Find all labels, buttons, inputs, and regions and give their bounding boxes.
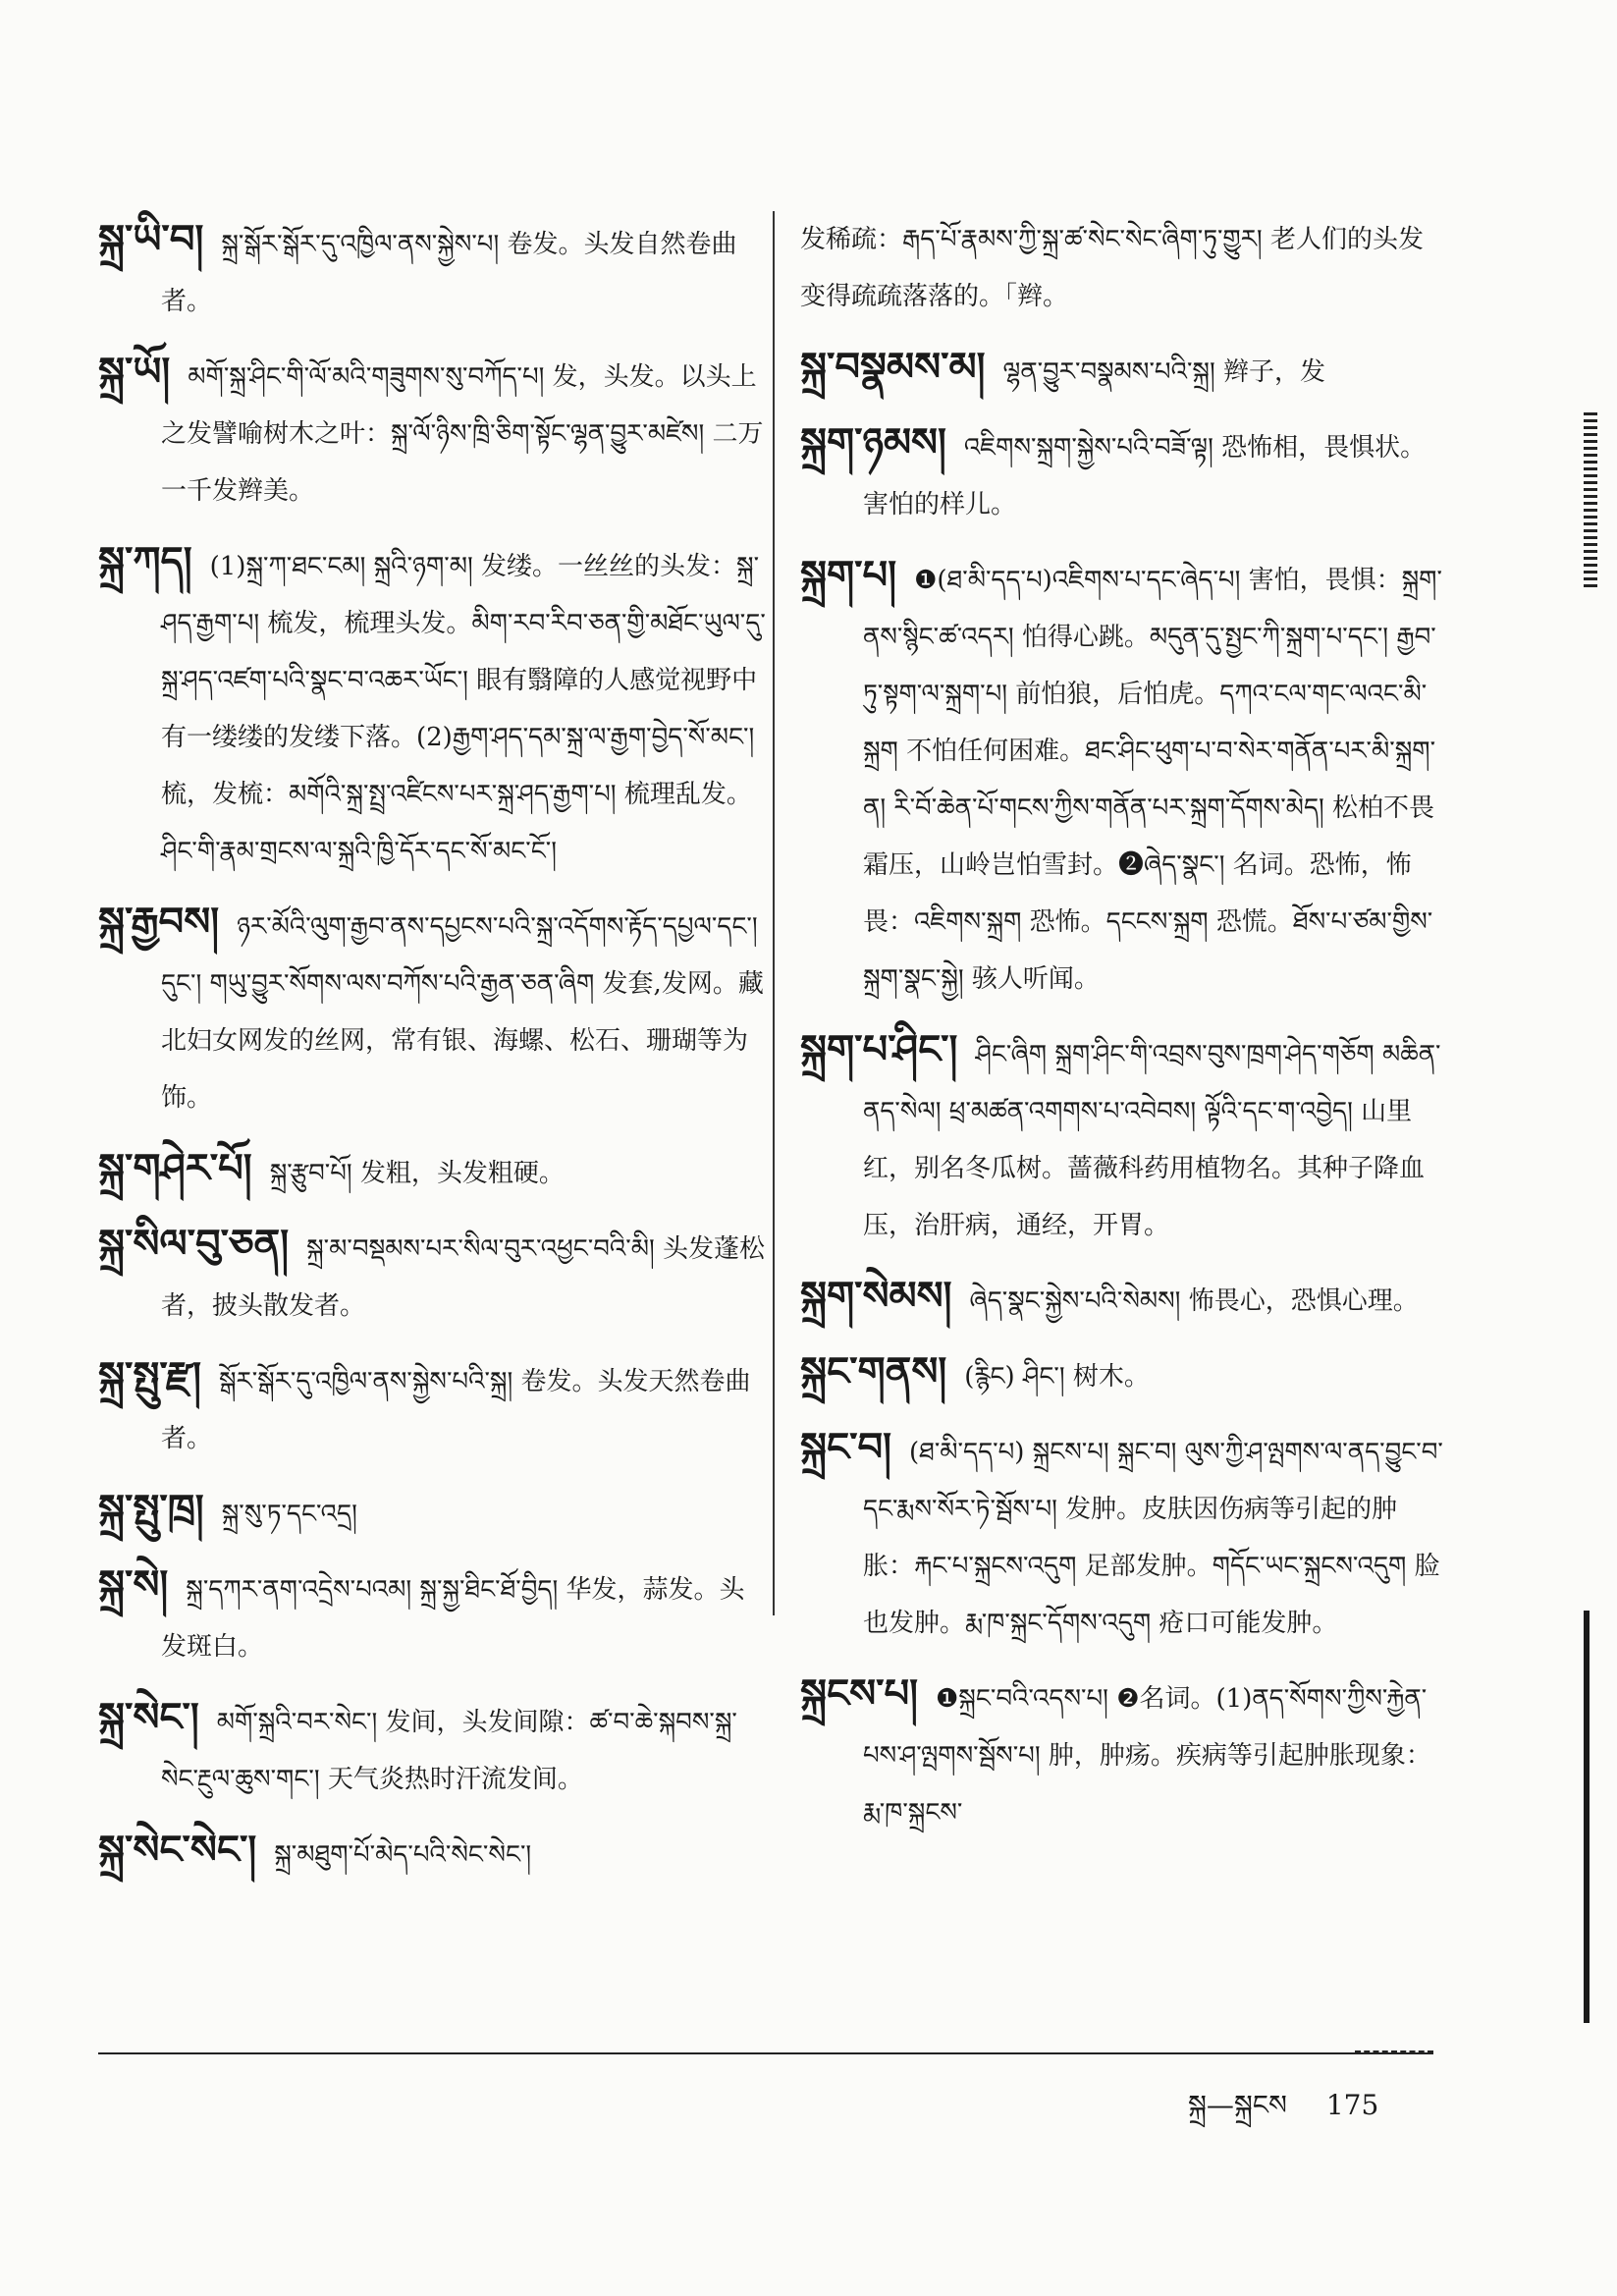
headword: སྐྲག་ཉམས། xyxy=(800,419,946,465)
definition: སྐྲ་རྩུབ་པོ། 发粗，头发粗硬。 xyxy=(269,1159,565,1188)
entry xyxy=(98,1557,766,1675)
definition: སྒོར་སྒོར་དུ་འཁྱིལ་ནས་སྐྱེས་པའི་སྐྲ། 卷发。头发天然卷曲者。 xyxy=(161,1367,751,1453)
entry xyxy=(98,1216,766,1335)
definition: ❶(ཐ་མི་དད་པ)འཇིགས་པ་དང་ཞེད་པ། 害怕，畏惧：སྐྲག་ནས་སྙིང་ཚ་འདར། 怕得心跳。མདུན་དུ་སྤྱང་ཀི་སྐྲག་པ་དང་། རྒྱབ་ཏུ་སྟག་ལ་སྐྲག་པ། 前怕狼，后怕虎。དཀའ་ངལ་གང་ལའང་མི་སྐྲག 不怕任何困难。ཐང་ཤིང་ཕུག་པ་བ་སེར་གནོན་པར་མི་སྐྲག་ན། རི་བོ་ཆེན་པོ་གངས་ཀྱིས་གནོན་པར་སྐྲག་དོགས་མེད། 松柏不畏霜压，山岭岂怕雪封。❷ཞེད་སྣང་། 名词。恐怖，怖畏：འཇིགས་སྐྲག 恐怖。དངངས་སྐྲག 恐慌。ཐོས་པ་ཙམ་གྱིས་སྐྲག་སྣང་སྐྱེ། 骇人听闻。 xyxy=(863,566,1442,994)
entry xyxy=(800,1268,1443,1330)
page-number: 175 xyxy=(1325,2089,1379,2121)
entry xyxy=(800,339,1443,401)
headword: སྐྲ་སེང་། xyxy=(98,1694,199,1740)
headword: སྐྲ་ཀད། xyxy=(98,538,192,584)
entry xyxy=(800,1343,1443,1405)
definition: (རྙིང) ཤིང་། 树木。 xyxy=(964,1362,1150,1392)
headword: སྐྲ་བསྣམས་མ། xyxy=(800,344,986,390)
entry xyxy=(98,1481,766,1543)
entry xyxy=(800,547,1443,1008)
definition: སྐྲ་དཀར་ནག་འདྲེས་པའམ། སྐྲ་སྐྱ་ཐིང་ཐོ་བྱིད། 华发，蒜发。头发斑白。 xyxy=(161,1575,745,1662)
entry xyxy=(98,344,766,519)
entry xyxy=(98,894,766,1126)
headword: སྐྲ་སེང་སེང་། xyxy=(98,1827,257,1873)
entry xyxy=(98,211,766,330)
definition: ཞེད་སྣང་སྐྱེས་པའི་སེམས། 怖畏心，恐惧心理。 xyxy=(969,1286,1419,1316)
edge-scan-bar xyxy=(1584,1611,1590,2023)
headword: སྐྲ་སིལ་བུ་ཅན། xyxy=(98,1221,290,1267)
definition: ཤིང་ཞིག སྐྲག་ཤིང་གི་འབྲས་བུས་ཁྲག་ཤེད་གཅོག མཆིན་ནད་སེལ། ཕྲ་མཚན་འགགས་པ་འབེབས། ལྟོའི་དང་ག་འབྱེད། 山里红，别名冬瓜树。蔷薇科药用植物名。其种子降血压，治肝病，通经，开胃。 xyxy=(863,1040,1441,1240)
entry xyxy=(800,1666,1443,1841)
footer-rule xyxy=(98,2052,1433,2054)
definition: མགོ་སྐྲའི་བར་སེང་། 发间，头发间隙：ཚ་བ་ཆེ་སྐབས་སྐྲ་སེང་རྔུལ་ཆུས་གང་། 天气炎热时汗流发间。 xyxy=(161,1708,737,1794)
definition: སྐྲ་མཐུག་པོ་མེད་པའི་སེང་སེང་། xyxy=(274,1840,532,1870)
definition: སྐྲ་སྒོར་སྒོར་དུ་འཁྱིལ་ནས་སྐྱེས་པ། 卷发。头发自然卷曲者。 xyxy=(161,230,737,316)
definition: མགོ་སྐྲ་ཤིང་གི་ལོ་མའི་གཟུགས་སུ་བཀོད་པ། 发，头发。以头上之发譬喻树木之叶：སྐྲ་ལོ་ཉིས་ཁྲི་ཅིག་སྟོང་ལྷན་བྱུར་མཛེས། 二万一千发辫美。 xyxy=(161,362,764,506)
definition: (ཐ་མི་དད་པ) སྐྲངས་པ། སྐྲང་བ། ལུས་ཀྱི་ཤ་ལྤགས་ལ་ནད་བྱུང་བ་དང་རྨས་སོར་ཏེ་སྦོས་པ། 发肿。皮肤因伤病等引起的肿胀：རྐང་པ་སྐྲངས་འདུག 足部发肿。གདོང་ཡང་སྐྲངས་འདུག 脸也发肿。རྨ་ཁ་སྐྲང་དོགས་འདུག 疮口可能发肿。 xyxy=(863,1438,1443,1638)
definition: (1)སྐྲ་ཀ་ཐང་ངམ། སྐྲའི་ཉག་མ། 发缕。一丝丝的头发：སྐྲ་ཤད་རྒྱག་པ། 梳发，梳理头发。མིག་རབ་རིབ་ཅན་གྱི་མཐོང་ཡུལ་དུ་སྐྲ་ཤད་འཛག་པའི་སྣང་བ་འཆར་ཡོང་། 眼有翳障的人感觉视野中有一缕缕的发缕下落。(2)རྒྱག་ཤད་དམ་སྐྲ་ལ་རྒྱག་བྱེད་སོ་མང་། 梳，发梳：མགོའི་སྐྲ་སྤྲ་འཛིངས་པར་སྐྲ་ཤད་རྒྱག་པ། 梳理乱发。ཤིང་གི་རྣམ་གྲངས་ལ་སྐྲའི་ཁྱི་དོར་དང་སོ་མང་ངོ་། xyxy=(161,552,766,866)
headword: སྐྲ་རྒྱབས། xyxy=(98,899,220,945)
headword: སྐྲག་སེམས། xyxy=(800,1273,952,1319)
entry xyxy=(98,1689,766,1808)
entry xyxy=(98,1140,766,1202)
entry xyxy=(800,414,1443,533)
page-range: སྐྲ—སྐྲངས xyxy=(1188,2089,1287,2121)
footer-rule-dashed xyxy=(1355,2050,1433,2053)
headword: སྐྲང་གནས། xyxy=(800,1348,947,1394)
entry xyxy=(800,1021,1443,1254)
entry xyxy=(98,533,766,880)
column-divider xyxy=(773,211,775,1615)
entry-continuation xyxy=(800,211,1443,325)
headword: སྐྲང་བ། xyxy=(800,1424,891,1470)
definition: 发稀疏：རྒད་པོ་རྣམས་ཀྱི་སྐྲ་ཚ་སེང་སེང་ཞིག་ཏུ་གྱུར། 老人们的头发变得疏疏落落的。「辫。 xyxy=(800,225,1424,311)
headword: སྐྲག་པ། xyxy=(800,552,897,598)
edge-scan-marks xyxy=(1584,412,1597,589)
headword: སྐྲ་ཡོ། xyxy=(98,349,171,395)
page-footer xyxy=(1188,2074,1418,2152)
definition: སྐྲ་མ་བསྡམས་པར་སིལ་བུར་འཕྱང་བའི་མི། 头发蓬松者，披头散发者。 xyxy=(161,1234,766,1321)
entry xyxy=(98,1348,766,1467)
headword: སྐྲག་པ་ཤིང་། xyxy=(800,1026,958,1072)
left-column xyxy=(98,211,766,1897)
headword: སྐྲ་སྤུ་རྫ། xyxy=(98,1353,201,1399)
definition: སྐྲ་སུ་ཏ་དང་འདྲ། xyxy=(221,1500,357,1529)
headword: སྐྲངས་པ། xyxy=(800,1670,918,1717)
entry xyxy=(800,1419,1443,1652)
definition: འཇིགས་སྐྲག་སྐྱེས་པའི་བཟོ་ལྟ། 恐怖相，畏惧状。害怕的样儿。 xyxy=(863,433,1427,519)
definition: ❶སྐྲང་བའི་འདས་པ། ❷名词。(1)ནད་སོགས་ཀྱིས་རྐྱེན་པས་ཤ་ལྤགས་སྦོས་པ། 肿，肿疡。疾病等引起肿胀现象：རྨ་ཁ་སྐྲངས་ xyxy=(863,1684,1431,1828)
headword: སྐྲ་ཡི་བ། xyxy=(98,216,204,262)
definition: ཉར་མོའི་ལུག་རྒྱབ་ནས་དཔྱངས་པའི་སྐྲ་འདོགས་རྟོད་དཔྱལ་དང་། དུང་། གཡུ་བྱུར་སོགས་ལས་བཀོས་པའི་རྒྱན་ཅན་ཞིག 发套,发网。藏北妇女网发的丝网，常有银、海螺、松石、珊瑚等为饰。 xyxy=(161,912,764,1113)
right-column xyxy=(800,211,1443,1855)
definition: ལྷན་བྱུར་བསྣམས་པའི་སྐྲ། 辫子，发 xyxy=(1002,357,1326,387)
headword: སྐྲ་གཤེར་པོ། xyxy=(98,1145,252,1191)
entry xyxy=(98,1822,766,1884)
headword: སྐྲ་སེ། xyxy=(98,1561,169,1608)
headword: སྐྲ་སྤུ་ཁྲ། xyxy=(98,1486,204,1532)
